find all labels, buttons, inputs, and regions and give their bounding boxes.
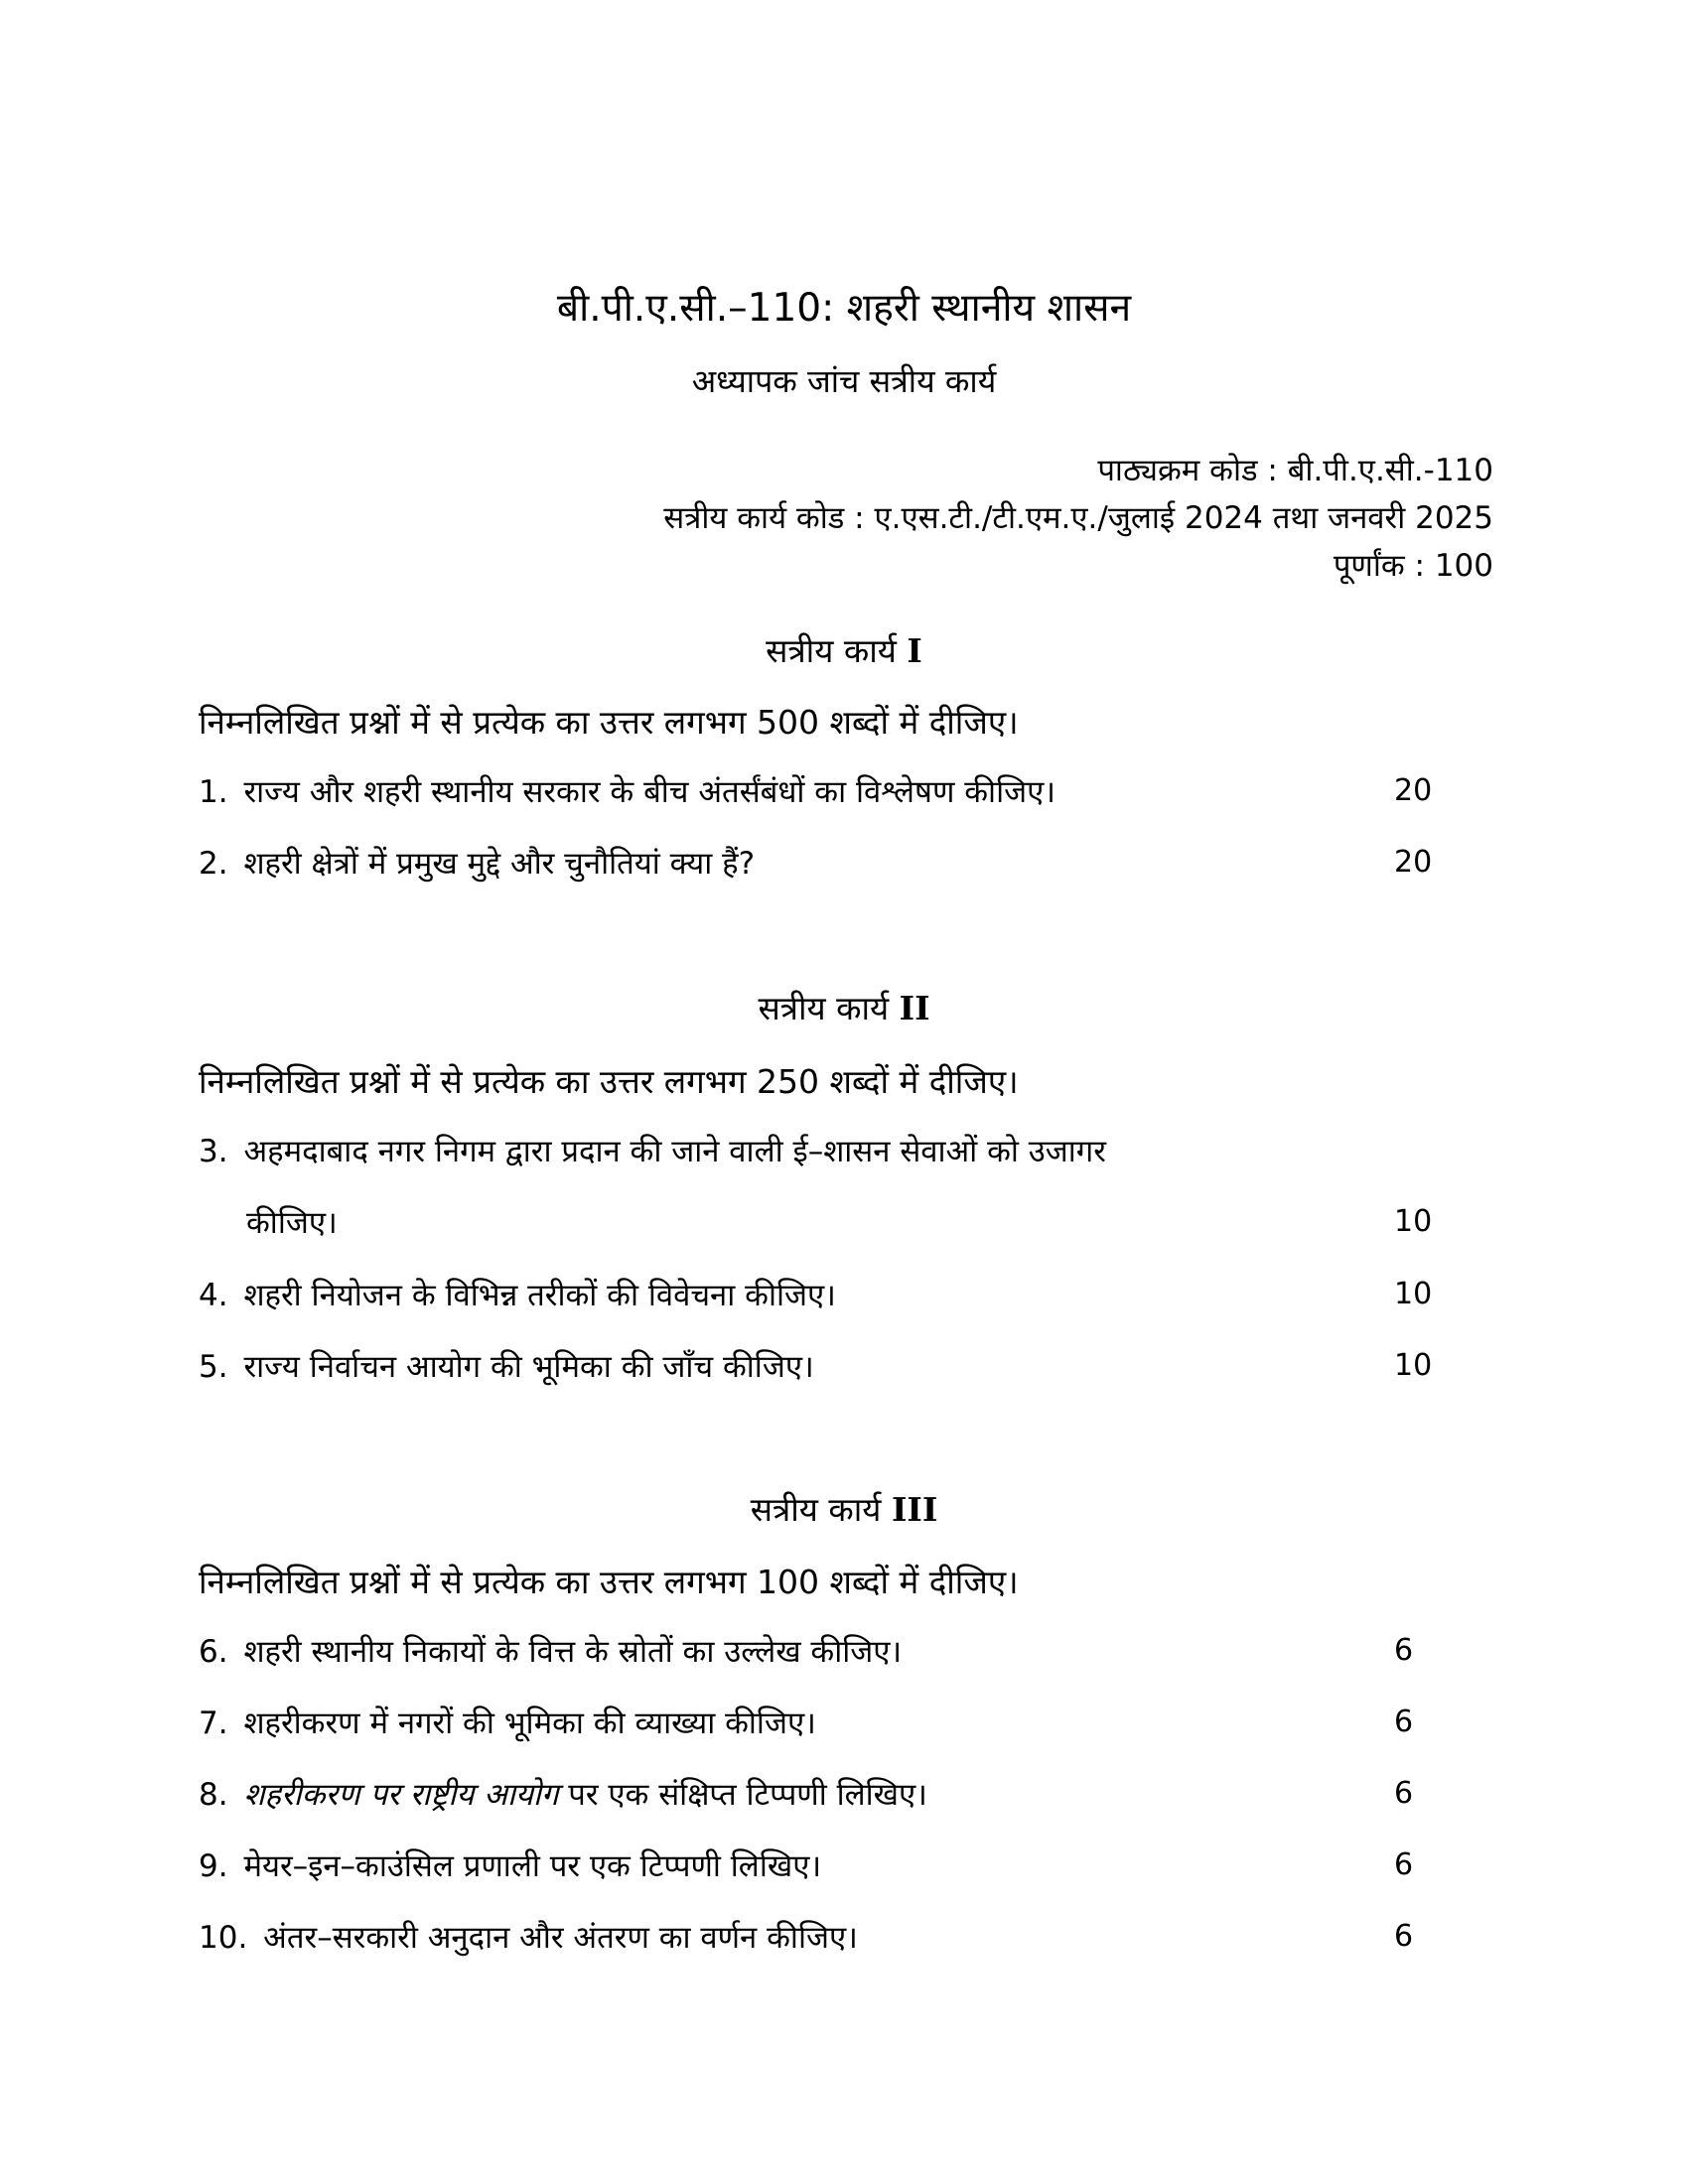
question-marks: 10 <box>1394 1204 1433 1239</box>
question-text: पर एक संक्षिप्त टिप्पणी लिखिए। <box>568 1777 927 1813</box>
question-number: 2. <box>199 846 228 882</box>
question-4 <box>199 1274 1440 1315</box>
question-3 <box>199 1130 1440 1243</box>
question-2 <box>199 842 1440 884</box>
question-6 <box>199 1630 1440 1672</box>
question-marks: 6 <box>1394 1633 1414 1668</box>
question-text: अहमदाबाद नगर निगम द्वारा प्रदान की जाने वाली ई–शासन सेवाओं को उजागर <box>243 1134 1106 1169</box>
document-subtitle: अध्यापक जांच सत्रीय कार्य <box>691 362 997 400</box>
question-text-italic: शहरीकरण पर राष्ट्रीय आयोग <box>243 1777 559 1813</box>
question-text: शहरी नियोजन के विभिन्न तरीकों की विवेचना कीजिए। <box>243 1278 836 1313</box>
question-text: शहरी स्थानीय निकायों के वित्त के स्रोतों का उल्लेख कीजिए। <box>243 1634 903 1670</box>
section-heading-2 <box>0 985 1688 1029</box>
question-marks: 6 <box>1394 1705 1414 1739</box>
course-code: पाठ्यक्रम कोड : बी.पी.ए.सी.-110 <box>1097 453 1493 488</box>
question-7 <box>199 1702 1440 1743</box>
section-heading-3 <box>0 1486 1688 1531</box>
question-number: 6. <box>199 1634 228 1670</box>
question-text: मेयर–इन–काउंसिल प्रणाली पर एक टिप्पणी लिखिए। <box>243 1848 822 1884</box>
question-1 <box>199 770 1440 812</box>
section-heading-1 <box>0 627 1688 672</box>
section-instruction-2: निम्नलिखित प्रश्नों में से प्रत्येक का उत्तर लगभग 250 शब्दों में दीजिए। <box>199 1062 1019 1101</box>
question-marks: 6 <box>1394 1847 1414 1882</box>
question-marks: 6 <box>1394 1919 1414 1954</box>
section-heading-text: सत्रीय कार्य <box>750 1490 882 1529</box>
question-text: राज्य और शहरी स्थानीय सरकार के बीच अंतर्संबंधों का विश्लेषण कीजिए। <box>243 774 1055 810</box>
question-marks: 6 <box>1394 1776 1414 1811</box>
question-8 <box>199 1773 1440 1815</box>
section-roman-numeral: II <box>899 989 930 1027</box>
section-instruction-3: निम्नलिखित प्रश्नों में से प्रत्येक का उत्तर लगभग 100 शब्दों में दीजिए। <box>199 1563 1019 1601</box>
question-text: अंतर–सरकारी अनुदान और अंतरण का वर्णन कीजिए। <box>263 1920 858 1956</box>
question-text-continued: कीजिए। <box>246 1205 338 1241</box>
section-heading-text: सत्रीय कार्य <box>766 631 897 670</box>
section-roman-numeral: III <box>891 1490 938 1529</box>
question-10 <box>199 1916 1440 1958</box>
question-marks: 10 <box>1394 1348 1433 1383</box>
question-number: 10. <box>199 1920 248 1956</box>
section-heading-text: सत्रीय कार्य <box>758 989 890 1027</box>
question-text: शहरीकरण में नगरों की भूमिका की व्याख्या कीजिए। <box>243 1706 816 1741</box>
question-number: 3. <box>199 1134 228 1169</box>
question-5 <box>199 1345 1440 1387</box>
section-instruction-1: निम्नलिखित प्रश्नों में से प्रत्येक का उत्तर लगभग 500 शब्दों में दीजिए। <box>199 703 1019 742</box>
question-9 <box>199 1844 1440 1886</box>
question-number: 4. <box>199 1278 228 1313</box>
question-marks: 20 <box>1394 845 1433 880</box>
question-number: 5. <box>199 1349 228 1385</box>
question-text: राज्य निर्वाचन आयोग की भूमिका की जाँच कीजिए। <box>243 1349 814 1385</box>
question-number: 7. <box>199 1706 228 1741</box>
question-number: 9. <box>199 1848 228 1884</box>
assignment-code: सत्रीय कार्य कोड : ए.एस.टी./टी.एम.ए./जुलाई 2024 तथा जनवरी 2025 <box>663 500 1493 536</box>
document-title: बी.पी.ए.सी.–110: शहरी स्थानीय शासन <box>556 286 1132 331</box>
section-roman-numeral: I <box>907 631 922 670</box>
question-marks: 20 <box>1394 773 1433 808</box>
max-marks: पूर्णांक : 100 <box>1333 548 1493 584</box>
question-marks: 10 <box>1394 1277 1433 1311</box>
question-number: 8. <box>199 1777 228 1813</box>
question-number: 1. <box>199 774 228 810</box>
question-text: शहरी क्षेत्रों में प्रमुख मुद्दे और चुनौतियां क्या हैं? <box>243 846 756 882</box>
